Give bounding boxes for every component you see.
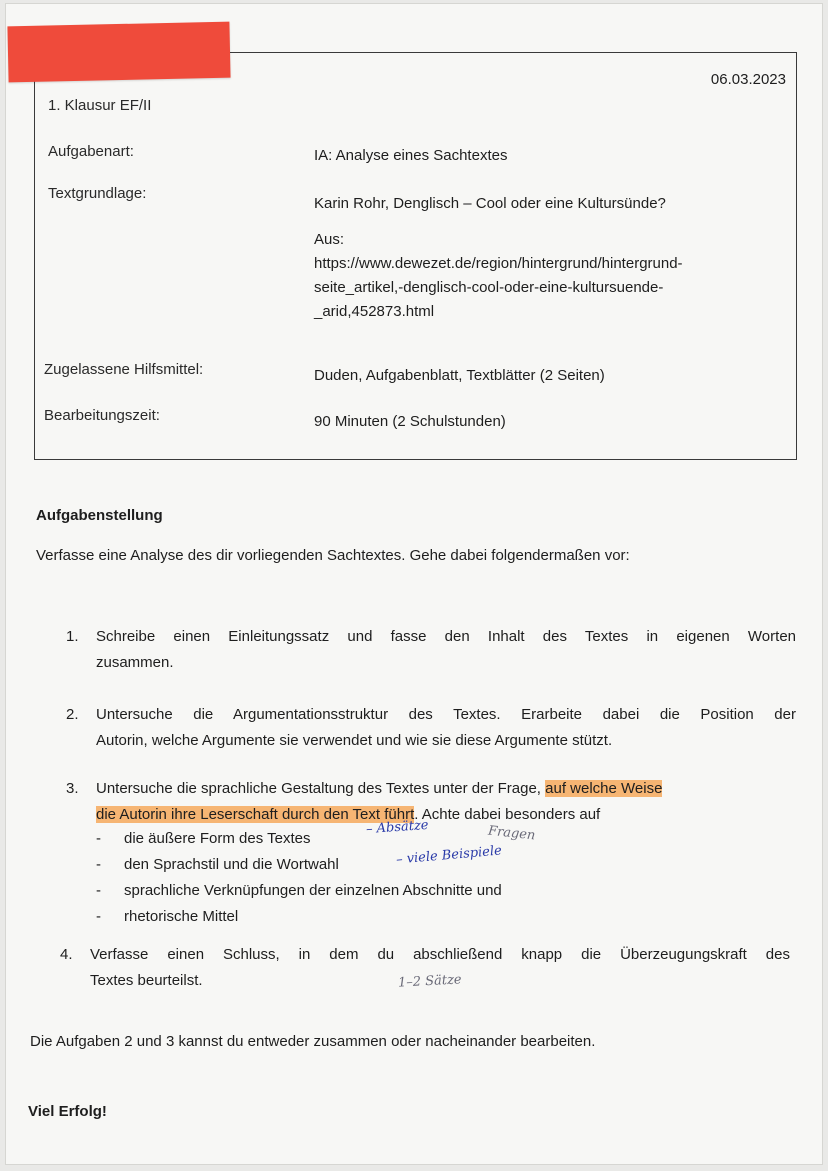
aufgabenart-value: IA: Analyse eines Sachtextes	[314, 147, 508, 164]
source-url-line-2: seite_artikel,-denglisch-cool-oder-eine-kultursuende-	[314, 279, 664, 296]
aufgabenart-label: Aufgabenart:	[48, 143, 134, 160]
hilfsmittel-value: Duden, Aufgabenblatt, Textblätter (2 Seiten)	[314, 367, 605, 384]
assignment-heading: Aufgabenstellung	[36, 507, 163, 524]
red-tape-strip	[7, 22, 230, 83]
zeit-label: Bearbeitungszeit:	[44, 407, 160, 424]
handwritten-note-saetze: 1–2 Sätze	[397, 972, 462, 991]
highlighted-text: auf welche Weise	[545, 780, 663, 797]
textgrundlage-label: Textgrundlage:	[48, 185, 147, 202]
task-text: Schreibe einen Einleitungssatz und fasse den Inhalt des Textes in eigenen Worten zusammen.	[96, 628, 796, 671]
source-url-line-1: https://www.dewezet.de/region/hintergrund/hintergrund-	[314, 255, 683, 272]
zeit-value: 90 Minuten (2 Schulstunden)	[314, 413, 506, 430]
task-number: 3.	[66, 780, 79, 797]
source-url-line-3: _arid,452873.html	[314, 303, 435, 320]
hilfsmittel-label: Zugelassene Hilfsmittel:	[44, 361, 204, 378]
assignment-note: Die Aufgaben 2 und 3 kannst du entweder zusammen oder nacheinander bearbeiten.	[30, 1033, 596, 1050]
source-prefix: Aus:	[314, 231, 345, 248]
textgrundlage-value: Karin Rohr, Denglisch – Cool oder eine Kultursünde?	[314, 195, 666, 212]
task-number: 4.	[60, 946, 73, 963]
highlighted-text: die Autorin ihre Leserschaft durch den Text führt	[96, 806, 415, 823]
task-number: 1.	[66, 628, 79, 645]
handwritten-note-beispiele: – viele Beispiele	[395, 843, 503, 868]
handwritten-note-absatze: – Absätze	[365, 817, 429, 838]
exam-date: 06.03.2023	[710, 71, 786, 88]
handwritten-note-fragen: Fragen	[487, 823, 537, 844]
task-text: Untersuche die Argumentationsstruktur des Textes. Erarbeite dabei die Position der Autorin, welche Argumente sie verwendet und wie sie diese Argumente stützt.	[96, 706, 796, 749]
task-text: Verfasse einen Schluss, in dem du abschließend knapp die Überzeugungskraft des Textes beurteilst.	[90, 946, 790, 989]
assignment-intro: Verfasse eine Analyse des dir vorliegenden Sachtextes. Gehe dabei folgendermaßen vor:	[36, 547, 630, 564]
closing-text: Viel Erfolg!	[28, 1103, 107, 1120]
exam-title: 1. Klausur EF/II	[48, 97, 152, 114]
task-number: 2.	[66, 706, 79, 723]
source-url	[314, 252, 804, 324]
task-text: Untersuche die sprachliche Gestaltung des Textes unter der Frage, auf welche Weise die Autorin ihre Leserschaft durch den Text führt. Achte dabei besonders auf	[96, 780, 663, 823]
